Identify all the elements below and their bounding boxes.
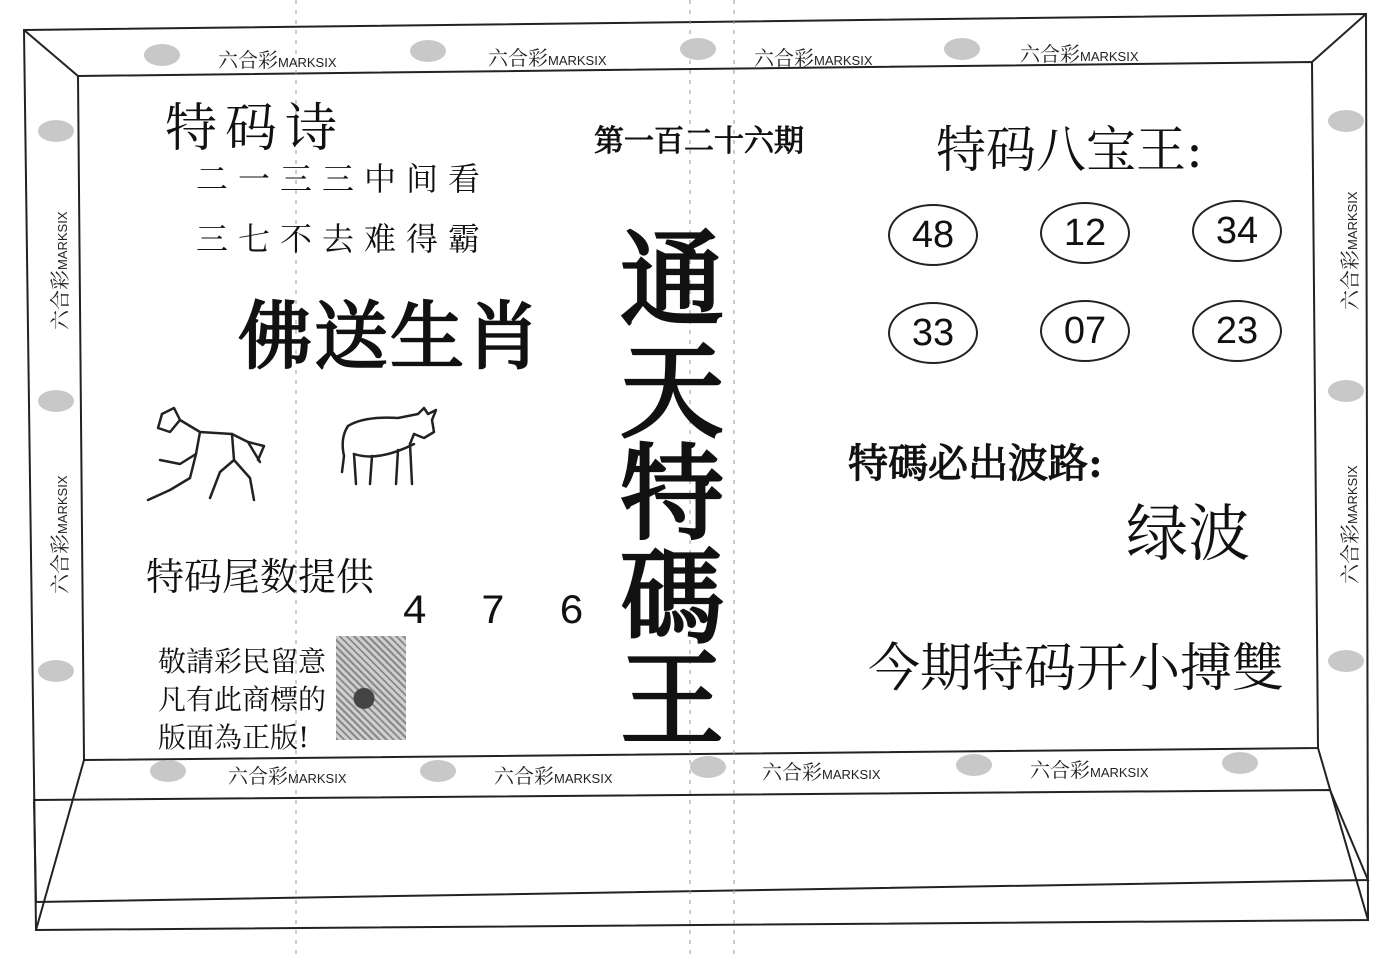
poem-title: 特码诗 xyxy=(165,99,346,159)
watermark-badge xyxy=(38,660,74,682)
trademark-stamp xyxy=(336,636,406,740)
watermark-badge xyxy=(1328,650,1364,672)
watermark-badge xyxy=(680,38,716,60)
size-prediction: 今期特码开小搏雙 xyxy=(868,639,1285,699)
horse-icon xyxy=(140,402,270,506)
watermark-left-2: 六合彩MARKSIX xyxy=(48,475,72,594)
main-title-char-2: 天 xyxy=(619,330,724,453)
watermark-badge xyxy=(420,760,456,782)
watermark-top-3: 六合彩MARKSIX xyxy=(754,46,873,70)
main-title-char-5: 王 xyxy=(619,638,724,761)
watermark-badge xyxy=(38,120,74,142)
watermark-bottom-3: 六合彩MARKSIX xyxy=(762,760,881,784)
watermark-badge xyxy=(1328,110,1364,132)
watermark-badge xyxy=(1222,752,1258,774)
ox-icon xyxy=(334,404,442,492)
watermark-badge xyxy=(38,390,74,412)
buddha-zodiac-heading: 佛送生肖 xyxy=(238,294,542,380)
watermark-left-1: 六合彩MARKSIX xyxy=(48,211,72,330)
number-oval: 33 xyxy=(888,302,978,364)
watermark-badge xyxy=(410,40,446,62)
wave-label: 特碼必出波路: xyxy=(848,440,1103,487)
number-oval: 07 xyxy=(1040,300,1130,362)
main-title-char-4: 碼 xyxy=(619,536,724,659)
number-oval: 34 xyxy=(1192,200,1282,262)
main-title-char-3: 特 xyxy=(619,432,724,555)
number-oval: 23 xyxy=(1192,300,1282,362)
wave-value: 绿波 xyxy=(1126,497,1251,570)
watermark-badge xyxy=(956,754,992,776)
notice-line-3: 版面為正版! xyxy=(158,721,310,754)
watermark-right-2: 六合彩MARKSIX xyxy=(1338,465,1362,584)
number-oval: 48 xyxy=(888,204,978,266)
watermark-bottom-2: 六合彩MARKSIX xyxy=(494,764,613,788)
period-label: 第一百二十六期 xyxy=(594,124,804,159)
poem-line-1: 二一三三中间看 xyxy=(196,160,491,198)
watermark-badge xyxy=(150,760,186,782)
tail-numbers: 4 7 6 xyxy=(402,588,599,636)
eight-treasure-title: 特码八宝王: xyxy=(936,121,1203,179)
main-title-char-1: 通 xyxy=(619,218,724,341)
watermark-top-4: 六合彩MARKSIX xyxy=(1020,42,1139,66)
watermark-top-2: 六合彩MARKSIX xyxy=(488,46,607,70)
watermark-bottom-4: 六合彩MARKSIX xyxy=(1030,758,1149,782)
number-oval: 12 xyxy=(1040,202,1130,264)
notice-line-1: 敬請彩民留意 xyxy=(158,645,327,678)
tail-label: 特码尾数提供 xyxy=(146,555,375,599)
watermark-badge xyxy=(944,38,980,60)
watermark-bottom-1: 六合彩MARKSIX xyxy=(228,764,347,788)
watermark-badge xyxy=(144,44,180,66)
notice-line-2: 凡有此商標的 xyxy=(158,683,327,716)
watermark-right-1: 六合彩MARKSIX xyxy=(1338,191,1362,310)
watermark-top-1: 六合彩MARKSIX xyxy=(218,48,337,72)
watermark-badge xyxy=(1328,380,1364,402)
poem-line-2: 三七不去难得霸 xyxy=(196,220,491,258)
